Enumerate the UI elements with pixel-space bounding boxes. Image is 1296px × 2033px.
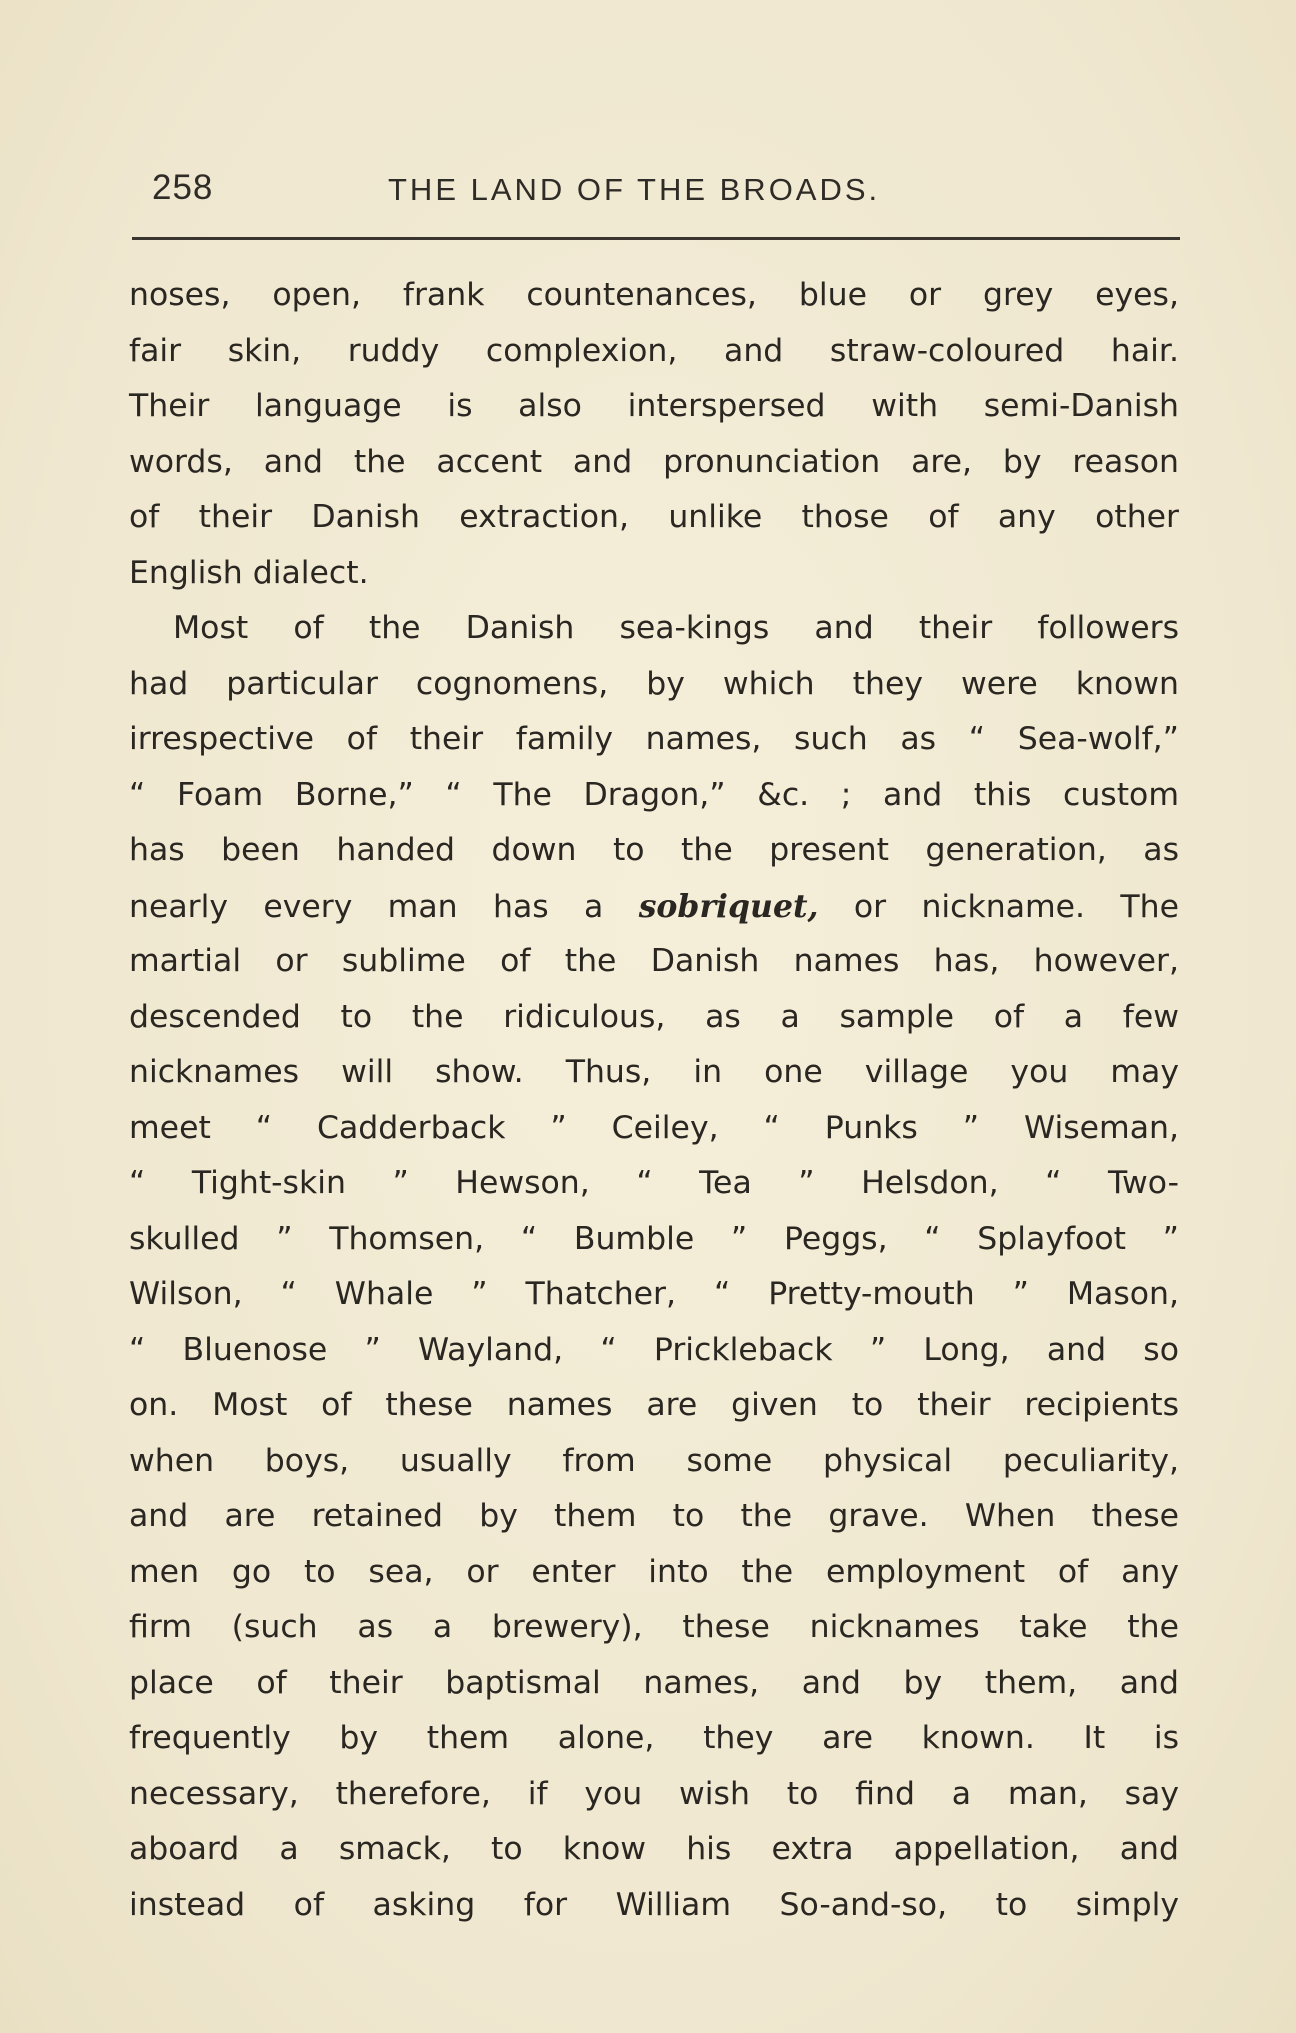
- italic-word-sobriquet: sobriquet,: [638, 887, 819, 925]
- text-segment: or nickname. The: [853, 888, 1180, 925]
- body-text: [129, 268, 1179, 1933]
- text-line: firm (such as a brewery), these nicknames take the: [129, 1609, 1179, 1645]
- text-line: aboard a smack, to know his extra appellation, and: [129, 1831, 1179, 1867]
- text-line: on. Most of these names are given to their recipients: [129, 1387, 1179, 1423]
- text-line-with-italic: [129, 879, 1179, 935]
- text-line: instead of asking for William So-and-so, to simply: [129, 1886, 1179, 1923]
- text-line: “ Bluenose ” Wayland, “ Prickleback ” Long, and so: [129, 1331, 1179, 1368]
- text-line: “ Foam Borne,” “ The Dragon,” &c. ; and this custom: [129, 776, 1179, 813]
- text-line: nicknames will show. Thus, in one village you may: [129, 1054, 1179, 1090]
- text-line: frequently by them alone, they are known. It is: [129, 1720, 1179, 1756]
- text-line: martial or sublime of the Danish names has, however,: [129, 943, 1179, 979]
- text-line: meet “ Cadderback ” Ceiley, “ Punks ” Wiseman,: [129, 1109, 1179, 1146]
- text-line: English dialect.: [129, 554, 369, 591]
- text-line: Wilson, “ Whale ” Thatcher, “ Pretty-mouth ” Mason,: [129, 1276, 1179, 1312]
- page-number: 258: [152, 168, 214, 207]
- text-line: descended to the ridiculous, as a sample of a few: [129, 998, 1179, 1035]
- text-line: skulled ” Thomsen, “ Bumble ” Peggs, “ Splayfoot ”: [129, 1220, 1179, 1257]
- running-title: THE LAND OF THE BROADS.: [388, 172, 881, 207]
- text-line: and are retained by them to the grave. When these: [129, 1498, 1179, 1534]
- text-line: place of their baptismal names, and by them, and: [129, 1664, 1179, 1701]
- text-segment: nearly every man has a: [129, 888, 604, 925]
- text-line: had particular cognomens, by which they were known: [129, 665, 1179, 702]
- page-header: [152, 168, 1180, 218]
- header-rule: [132, 237, 1180, 240]
- text-line: irrespective of their family names, such as “ Sea-wolf,”: [129, 721, 1179, 757]
- text-line: men go to sea, or enter into the employment of any: [129, 1553, 1179, 1590]
- text-line: necessary, therefore, if you wish to find a man, say: [129, 1775, 1179, 1812]
- text-line: Most of the Danish sea-kings and their followers: [173, 610, 1179, 646]
- text-line: noses, open, frank countenances, blue or grey eyes,: [129, 277, 1179, 313]
- text-line: Their language is also interspersed with semi-Danish: [129, 388, 1179, 424]
- text-line: of their Danish extraction, unlike those of any other: [129, 499, 1179, 535]
- text-line: when boys, usually from some physical peculiarity,: [129, 1442, 1179, 1479]
- text-line: fair skin, ruddy complexion, and straw-coloured hair.: [129, 332, 1179, 369]
- text-line: “ Tight-skin ” Hewson, “ Tea ” Helsdon, “ Two-: [129, 1165, 1179, 1201]
- text-line: has been handed down to the present generation, as: [129, 832, 1179, 868]
- text-line: words, and the accent and pronunciation are, by reason: [129, 443, 1179, 480]
